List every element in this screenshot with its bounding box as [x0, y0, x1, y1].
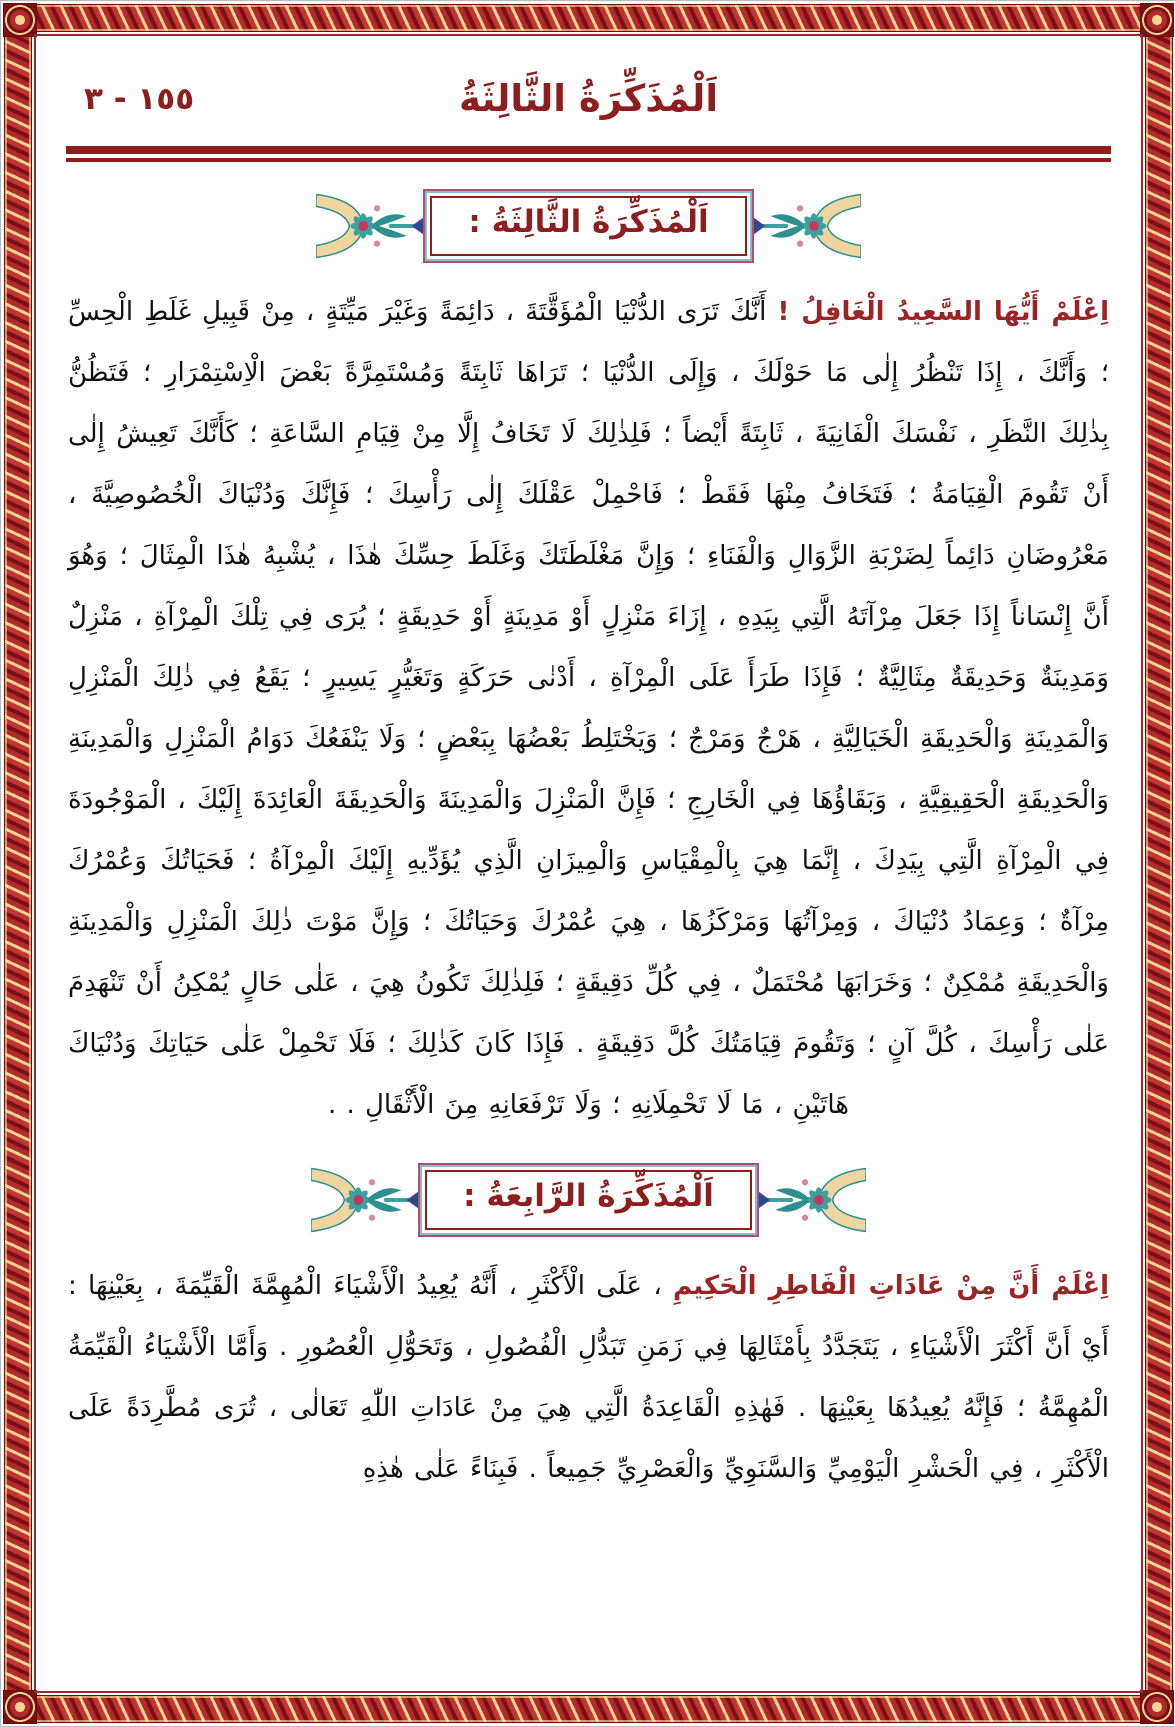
section-title: اَلْمُذَكِّرَةُ الرَّابِعَةُ : — [463, 1178, 714, 1214]
section-title-box — [430, 196, 746, 256]
border-corner-rosette-icon — [1140, 1690, 1174, 1724]
section-paragraph — [68, 1256, 1109, 1500]
floral-ornament-left-icon — [748, 1162, 866, 1238]
page-content — [38, 38, 1139, 1689]
border-corner-rosette-icon — [3, 1690, 37, 1724]
page-title: اَلْمُذَكِّرَةُ الثَّالِثَةُ — [458, 77, 719, 120]
border-corner-rosette-icon — [1140, 3, 1174, 37]
floral-ornament-right-icon — [316, 188, 434, 264]
page-number: ١٥٥ - ٣ — [84, 81, 195, 117]
lead-phrase: اِعْلَمْ أَنَّ مِنْ عَادَاتِ الْفَاطِرِ الْحَكِيمِ — [673, 1271, 1109, 1301]
border-top-strip — [4, 4, 1173, 32]
header-rule-thick — [66, 146, 1111, 154]
page-header — [66, 64, 1111, 134]
body-text: ، عَلَى الْأَكْثَرِ ، أَنَّهُ يُعِيدُ الْأَشْيَاءَ الْمُهِمَّةَ الْقَيِّمَةَ ، بِعَيْنِهَا : أَيْ أَنَّ أَكْثَرَ الْأَشْيَاءِ ، يَتَجَدَّدُ بِأَمْثَالِهَا فِي زَمَنِ تَبَدُّلِ الْفُصُولِ ، وَتَحَوُّلِ الْعُصُورِ . وَأَمَّا الْأَشْيَاءُ الْقَيِّمَةُ الْمُهِمَّةُ ؛ فَإِنَّهُ يُعِيدُهَا بِعَيْنِهَا . فَهٰذِهِ الْقَاعِدَةُ الَّتِي هِيَ مِنْ عَادَاتِ اللّٰهِ تَعَالٰى ، تُرَى مُطَّرِدَةً عَلَى الْأَكْثَرِ ، فِي الْحَشْرِ الْيَوْمِيِّ وَالسَّنَوِيِّ وَالْعَصْرِيِّ جَمِيعاً . فَبِنَاءً عَلٰى هٰذِهِ — [68, 1271, 1109, 1484]
floral-ornament-left-icon — [743, 188, 861, 264]
section-title: اَلْمُذَكِّرَةُ الثَّالِثَةُ : — [468, 204, 709, 240]
border-corner-rosette-icon — [3, 3, 37, 37]
header-rule-thin — [66, 158, 1111, 162]
body-text: أَنَّكَ تَرَى الدُّنْيَا الْمُؤَقَّتَةَ ، دَائِمَةً وَغَيْرَ مَيِّتَةٍ ، مِنْ قَبِيلِ غَلَطِ الْحِسِّ ؛ وَأَنَّكَ ، إِذَا تَنْظُرُ إِلٰى مَا حَوْلَكَ ، وَإِلَى الدُّنْيَا ؛ تَرَاهَا ثَابِتَةً وَمُسْتَمِرَّةً بَعْضَ الْاِسْتِمْرَارِ ؛ فَتَظُنُّ بِذٰلِكَ النَّظَرِ ، نَفْسَكَ الْفَانِيَةَ ، ثَابِتَةً أَيْضاً ؛ فَلِذٰلِكَ لَا تَخَافُ إِلَّا مِنْ قِيَامِ السَّاعَةِ ؛ كَأَنَّكَ تَعِيشُ إِلٰى أَنْ تَقُومَ الْقِيَامَةُ ؛ فَتَخَافُ مِنْهَا فَقَطْ ؛ فَاحْمِلْ عَقْلَكَ إِلٰى رَأْسِكَ ؛ فَإِنَّكَ وَدُنْيَاكَ الْخُصُوصِيَّةَ ، مَعْرُوضَانِ دَائِماً لِضَرْبَةِ الزَّوَالِ وَالْفَنَاءِ ؛ وَإِنَّ مَغْلَطَتَكَ وَغَلَطَ حِسِّكَ هٰذَا ، يُشْبِهُ هٰذَا الْمِثَالَ ؛ وَهُوَ أَنَّ إِنْسَاناً إِذَا جَعَلَ مِرْآتَهُ الَّتِي بِيَدِهِ ، إِزَاءَ مَنْزِلٍ أَوْ مَدِينَةٍ أَوْ حَدِيقَةٍ ؛ يُرَى فِي تِلْكَ الْمِرْآةِ ، مَنْزِلٌ وَمَدِينَةٌ وَحَدِيقَةٌ مِثَالِيَّةٌ ؛ فَإِذَا طَرَأَ عَلَى الْمِرْآةِ ، أَدْنٰى حَرَكَةٍ وَتَغَيُّرٍ يَسِيرٍ ؛ يَقَعُ فِي ذٰلِكَ الْمَنْزِلِ وَالْمَدِينَةِ وَالْحَدِيقَةِ الْخَيَالِيَّةِ ، هَرْجٌ وَمَرْجٌ ؛ وَيَخْتَلِطُ بَعْضُهَا بِبَعْضٍ ؛ وَلَا يَنْفَعُكَ دَوَامُ الْمَنْزِلِ وَالْمَدِينَةِ وَالْحَدِيقَةِ الْحَقِيقِيَّةِ ، وَبَقَاؤُهَا فِي الْخَارِجِ ؛ فَإِنَّ الْمَنْزِلَ وَالْمَدِينَةَ وَالْحَدِيقَةَ الْعَائِدَةَ إِلَيْكَ ، الْمَوْجُودَةَ فِي الْمِرْآةِ الَّتِي بِيَدِكَ ، إِنَّمَا هِيَ بِالْمِقْيَاسِ وَالْمِيزَانِ الَّذِي يُؤَدِّيهِ إِلَيْكَ الْمِرْآةُ ؛ فَحَيَاتُكَ وَعُمْرُكَ مِرْآةٌ ؛ وَعِمَادُ دُنْيَاكَ ، وَمِرْآتُهَا وَمَرْكَزُهَا ، هِيَ عُمْرُكَ وَحَيَاتُكَ ؛ وَإِنَّ مَوْتَ ذٰلِكَ الْمَنْزِلِ وَالْمَدِينَةِ وَالْحَدِيقَةِ مُمْكِنٌ ؛ وَخَرَابَهَا مُحْتَمَلٌ ، فِي كُلِّ دَقِيقَةٍ ؛ فَلِذٰلِكَ تَكُونُ هِيَ ، عَلٰى حَالٍ يُمْكِنُ أَنْ تَنْهَدِمَ عَلٰى رَأْسِكَ ، كُلَّ آنٍ ؛ وَتَقُومَ قِيَامَتُكَ كُلَّ دَقِيقَةٍ . فَإِذَا كَانَ كَذٰلِكَ ؛ فَلَا تَحْمِلْ عَلٰى حَيَاتِكَ وَدُنْيَاكَ هَاتَيْنِ ، مَا لَا تَحْمِلَانِهِ ؛ وَلَا تَرْفَعَانِهِ مِنَ الْأَثْقَالِ . . — [68, 297, 1109, 1120]
section-banner-fourth-memo — [66, 1162, 1111, 1238]
lead-phrase: اِعْلَمْ أَيُّهَا السَّعِيدُ الْغَافِلُ ! — [777, 297, 1109, 327]
floral-ornament-right-icon — [311, 1162, 429, 1238]
section-banner-third-memo — [66, 188, 1111, 264]
border-left-strip — [4, 4, 32, 1723]
border-right-strip — [1145, 4, 1173, 1723]
section-title-box — [425, 1170, 752, 1230]
section-paragraph — [68, 282, 1109, 1136]
border-bottom-strip — [4, 1695, 1173, 1723]
